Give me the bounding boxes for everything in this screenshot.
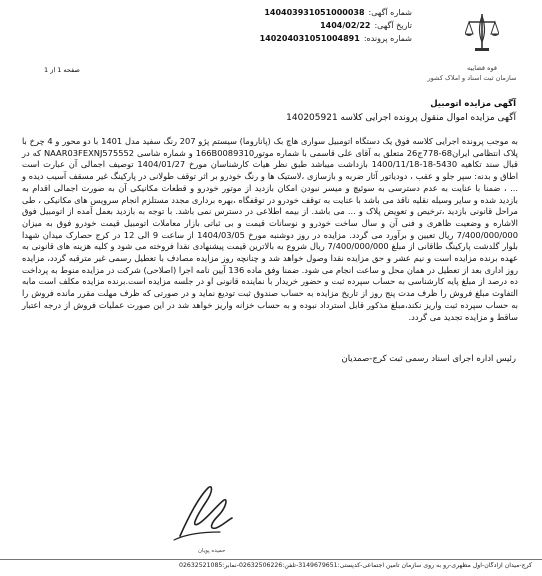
ad-meta — [259, 6, 412, 45]
ad-number: 140403931051000038 — [264, 8, 365, 17]
closing-line: رئیس اداره اجرای اسناد رسمی ثبت کرج-صمدیان — [341, 354, 516, 364]
judiciary-emblem — [427, 12, 527, 82]
org-line1: قوه قضاییه — [467, 64, 497, 72]
scales-emblem-icon — [465, 12, 499, 58]
notice-body: به موجب پرونده اجرایی کلاسه فوق یک دستگاه اتومبیل سواری هاچ بک (پاناروما) سیستم پژو 207 رنگ سفید مدل 1401 با دو محور و 4 چرخ با پلاک انتظامی ایران68-778ج26 متعلق به آقای علی قاسمی با شماره موتور166B0089310 و شماره شاسی NAAR03FEXNJ575552 که در قبال سند تکاهیه 5430-18-1400/11/18 بازداشت میباشد طبق نظر هیات کارشناسان مورخ 1404/01/27 توصیف اجمالی آن عبارت است اطاق و بدنه: سپر جلو و عقب ، دودیاتور آثار ضربه و بازسازی ،لاستیک ها و رنگ خودرو بر اثر توقف طولانی در پارکینگ غیر مسقف آسیب دیده و ... ، ضمنا با عنایت به عدم دسترسی به سوئیچ و میسر نبودن امکان بازدید از موتور خودرو و قطعات مکانیکی آن به صورت اجمالی اقدام به بازدید شده و سایر وسیله نقلیه ناقد می باشد با عنایت به توقف خودرو در توقفگاه ،بهره برداری مجدد مستلزم انجام سرویس های مکانیکی ، طی مراحل قانونی بازدید ،ترخیص و تعویض پلاک و ... می باشد. از بیمه اطلاعی در دسترس نمی باشد. با توجه به بازدید بعمل آمده از اتومبیل فوق الاشاره و وضعیت ظاهری و فنی آن و سال ساخت خودرو و نوسانات قیمت و بی ثباتی بازار معاملات اتومبیل قیمت خودرو فوق به میزان 7/400/000/000 ریال تعیین و برآورد می گردد. مزایده در روز دوشنبه مورخ 1404/03/05 از ساعت 9 الی 12 در کرج حصارک میدان شهدا بلوار گلدشت پارکینگ طاقانی از مبلغ 7/400/000/000 ریال شروع به بالاترین قیمت پیشنهادی نقدا فروخته می شود و کلیه هزینه های قانونی به عهده برنده مزایده است و نیم عشر و حق مزایده نقدا وصول خواهد شد و چنانچه روز مزایده مصادف با تعطیل رسمی غیر مترقبه گردد، مزایده روز اداری بعد از تعطیل در همان محل و ساعت انجام می شود. ضمنا وفق ماده 136 آیین نامه اجرا (اصلاحی) شرکت در مزایده منوط به پرداخت ده درصد از مبلغ پایه کارشناسی به حساب سپرده ثبت و حضور خریدار با نماینده قانونی او در جلسه مزایده است.برنده مزایده مکلف است مابه التفاوت مبلغ فروش را ظرف مدت پنج روز از تاریخ مزایده به حساب صندوق ثبت تودیع نماید و در صورتی که ظرف مهلت مقرر مانده فروش را به حساب سپرده ثبت واریز نکند،مبلغ مذکور قابل استرداد نبوده و به حساب خزانه واریز خواهد شد در این صورت عملیات فروش از درجه اعتبار ساقط و مزایده تجدید می گردد. — [22, 136, 518, 322]
ad-number-row — [262, 6, 412, 19]
file-number: 140204031051004891 — [259, 34, 360, 43]
page-count: صفحه 1 از 1 — [44, 66, 80, 74]
footer-divider — [0, 559, 542, 560]
footer-address: کرج-میدان آزادگان-اول مظهری-رو به روی سازمان تامین اجتماعی-کدپستی:3149679651-تلفن:02632506226-نمابر:02632521085 — [179, 562, 532, 569]
notice-title: آگهی مزایده اتومبیل — [430, 99, 516, 109]
notice-subject: آگهی مزایده اموال منقول پرونده اجرایی کلاسه 140205921 — [286, 113, 516, 123]
signature-icon — [168, 478, 238, 548]
file-number-label: شماره پرونده: — [363, 34, 412, 43]
ad-number-label: شماره آگهی: — [368, 8, 412, 17]
file-number-row — [259, 32, 412, 45]
ad-date-label: تاریخ آگهی: — [374, 21, 412, 30]
ad-date-row — [262, 19, 412, 32]
ad-date: 1404/02/22 — [320, 21, 371, 30]
org-line2: سازمان ثبت اسناد و املاک کشور — [427, 74, 517, 82]
signer-name: حمیده پویان — [198, 548, 226, 554]
